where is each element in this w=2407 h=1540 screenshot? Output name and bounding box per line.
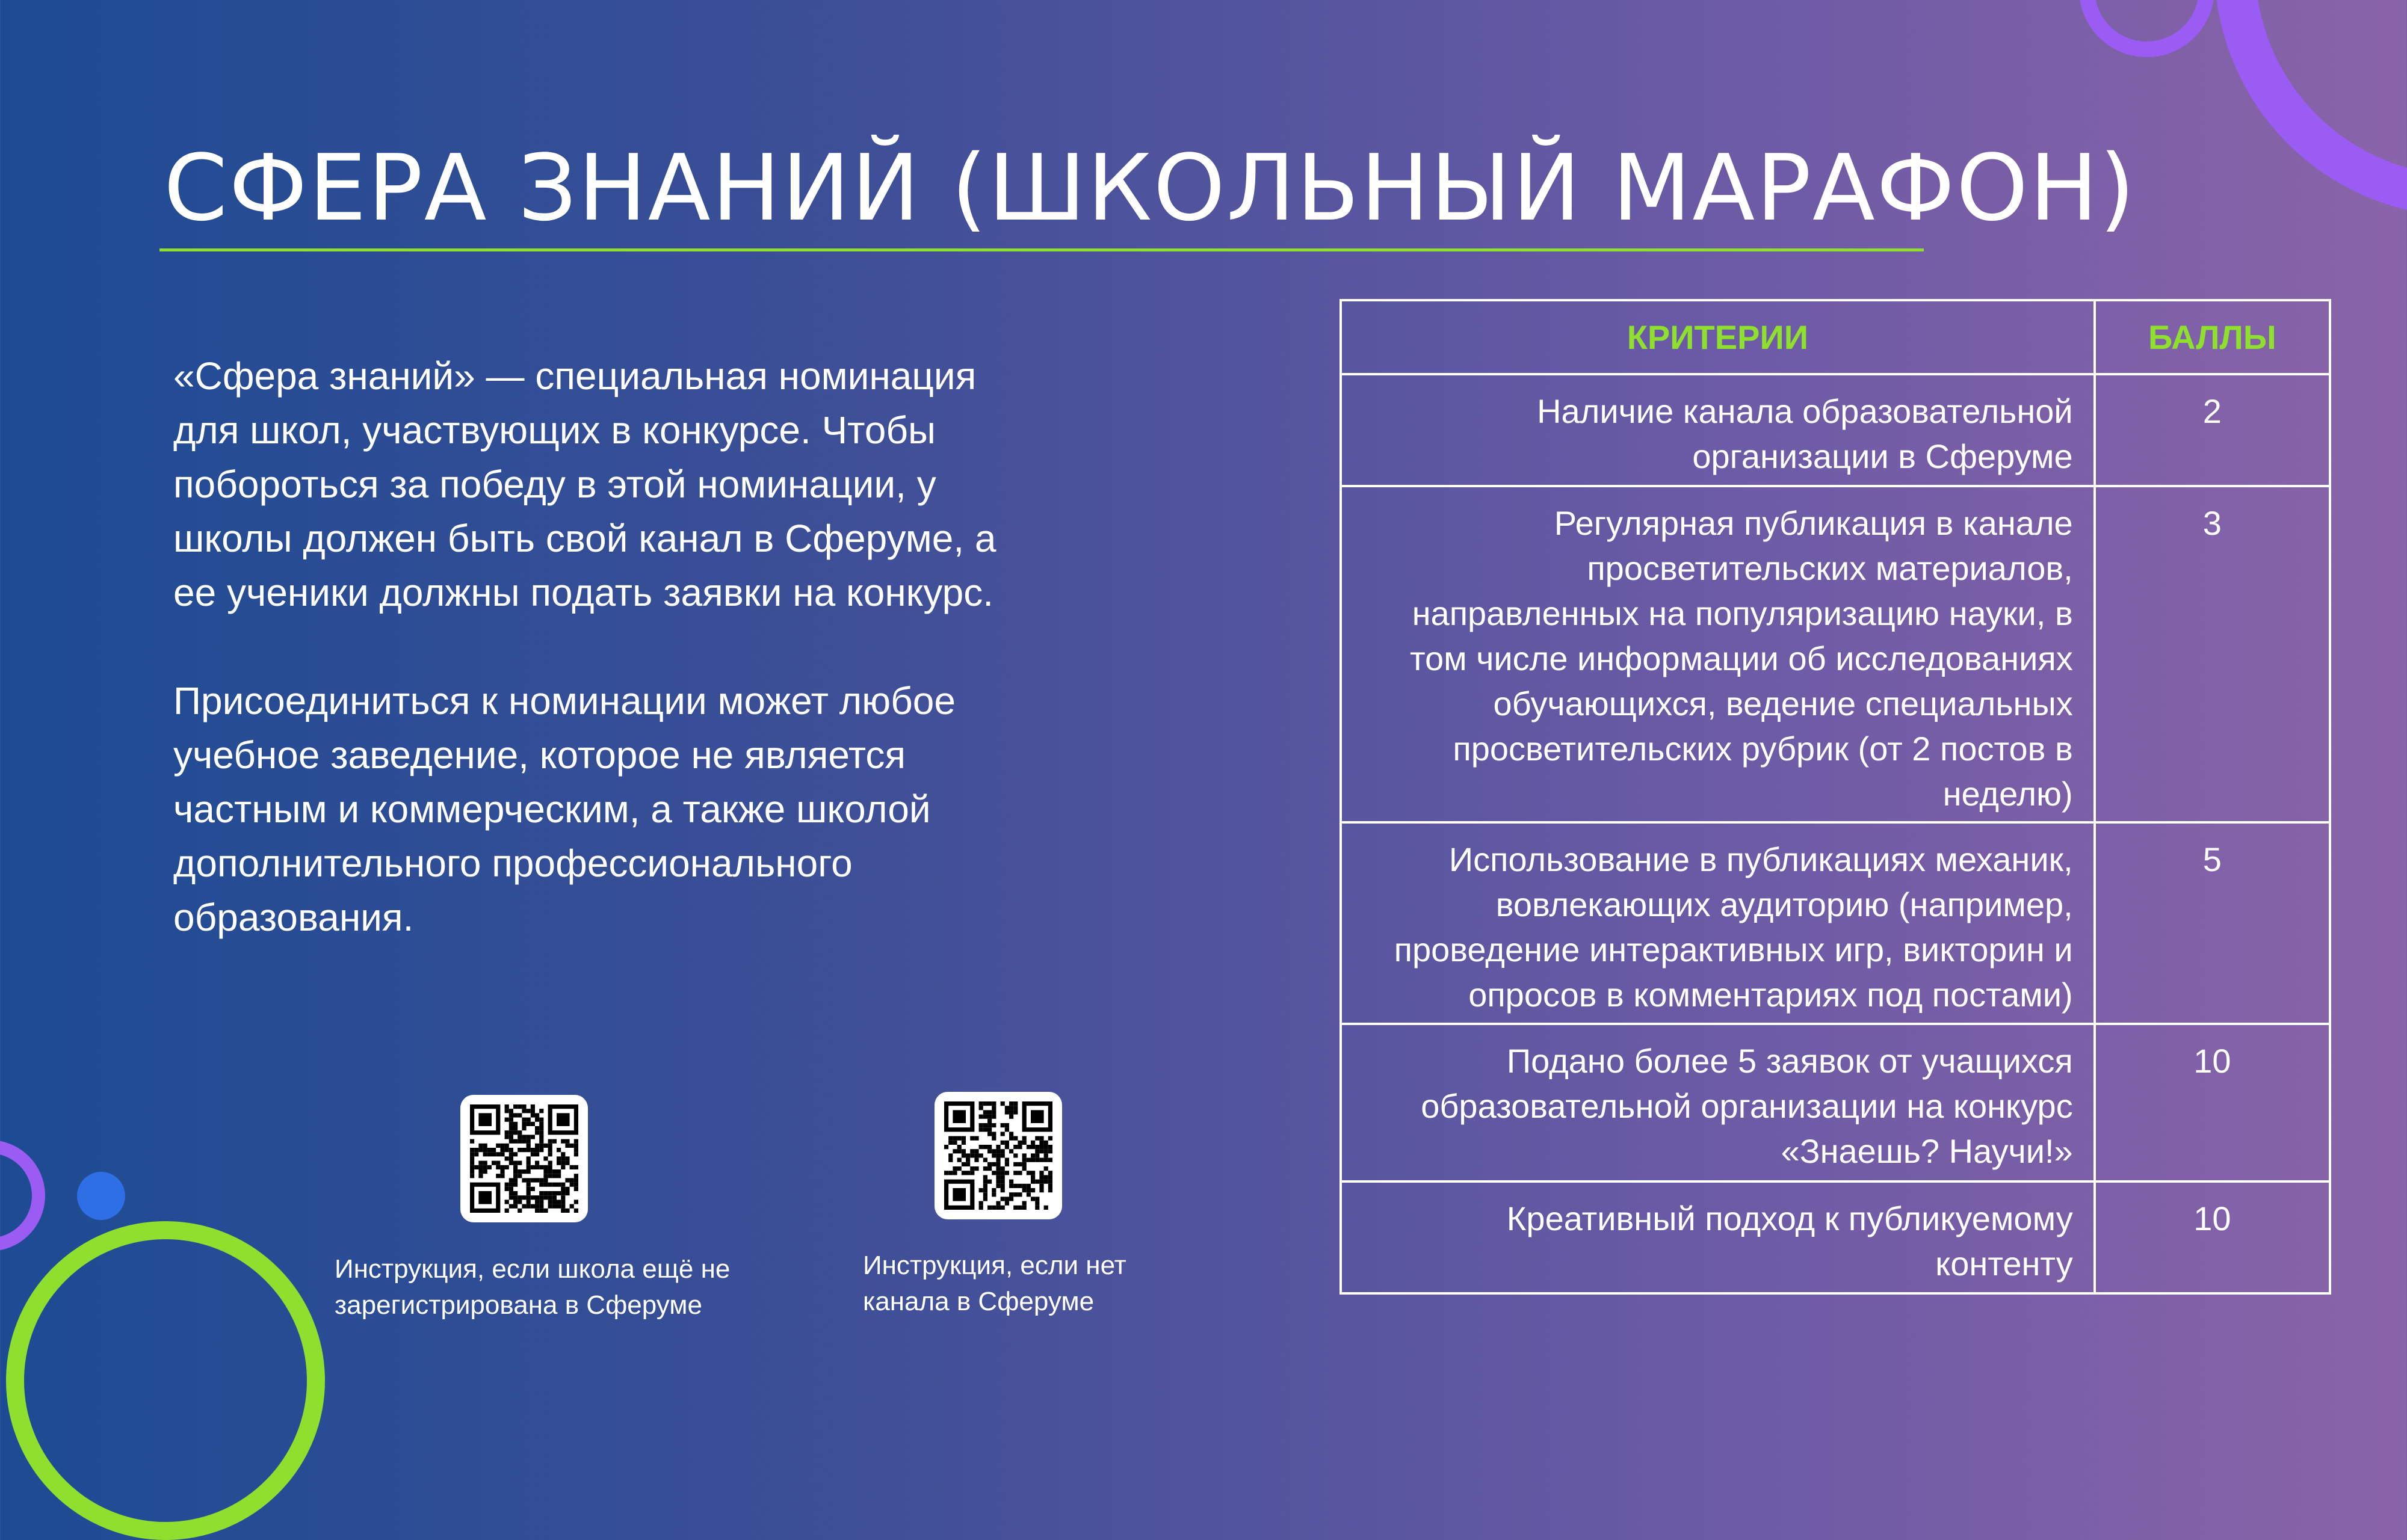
intro-paragraph-1: «Сфера знаний» — специальная номинация для школ, участвующих в конкурсе. Чтобы побороться за победу в этой номинации, у школы должен быть свой канал в Сферуме, а ее ученики должны подать заявки на конкурс. [173, 354, 996, 614]
header-criteria: КРИТЕРИИ [1341, 300, 2095, 374]
page-title: СФЕРА ЗНАНИЙ (ШКОЛЬНЫЙ МАРАФОН) [164, 135, 2136, 241]
criterion-cell: Креативный подход к публикуемому контенту [1341, 1181, 2095, 1293]
decor-ring-top-large [2214, 0, 2407, 217]
table-row [1341, 1181, 2330, 1293]
criterion-cell: Использование в публикациях механик, вовлекающих аудиторию (например, проведение интерактивных игр, викторин и опросов в комментариях под постами) [1341, 822, 2095, 1024]
intro-paragraph-2: Присоединиться к номинации может любое учебное заведение, которое не является частным и коммерческим, а также школой дополнительного профессионального образования. [173, 679, 956, 939]
table-header-row [1341, 300, 2330, 374]
table-row [1341, 1024, 2330, 1181]
criterion-cell: Подано более 5 заявок от учащихся образовательной организации на конкурс «Знаешь? Научи!» [1341, 1024, 2095, 1181]
decor-ring-bottom-green [6, 1221, 325, 1540]
table-row [1341, 486, 2330, 822]
qr-code-icon[interactable] [460, 1095, 588, 1222]
table-row [1341, 374, 2330, 486]
criterion-cell: Регулярная публикация в канале просветительских материалов, направленных на популяризацию науки, в том числе информации об исследованиях обучающихся, ведение специальных просветительских рубрик (от 2 постов в неделю) [1341, 486, 2095, 822]
qr-caption-registration: Инструкция, если школа ещё не зарегистрирована в Сферуме [335, 1254, 731, 1320]
points-cell: 10 [2095, 1024, 2330, 1181]
header-points: БАЛЛЫ [2095, 300, 2330, 374]
points-cell: 2 [2095, 374, 2330, 486]
table-row [1341, 822, 2330, 1024]
decor-dot-blue [77, 1172, 125, 1220]
criteria-table [1339, 299, 2331, 1295]
points-cell: 10 [2095, 1181, 2330, 1293]
intro-text [173, 349, 1046, 944]
points-cell: 3 [2095, 486, 2330, 822]
decor-ring-top-small [2079, 0, 2214, 57]
decor-ring-bottom-purple [0, 1140, 45, 1251]
qr-code-icon[interactable] [935, 1092, 1062, 1219]
title-underline [159, 248, 1924, 251]
points-cell: 5 [2095, 822, 2330, 1024]
qr-caption-channel: Инструкция, если нет канала в Сферуме [863, 1251, 1126, 1316]
criterion-cell: Наличие канала образовательной организации в Сферуме [1341, 374, 2095, 486]
